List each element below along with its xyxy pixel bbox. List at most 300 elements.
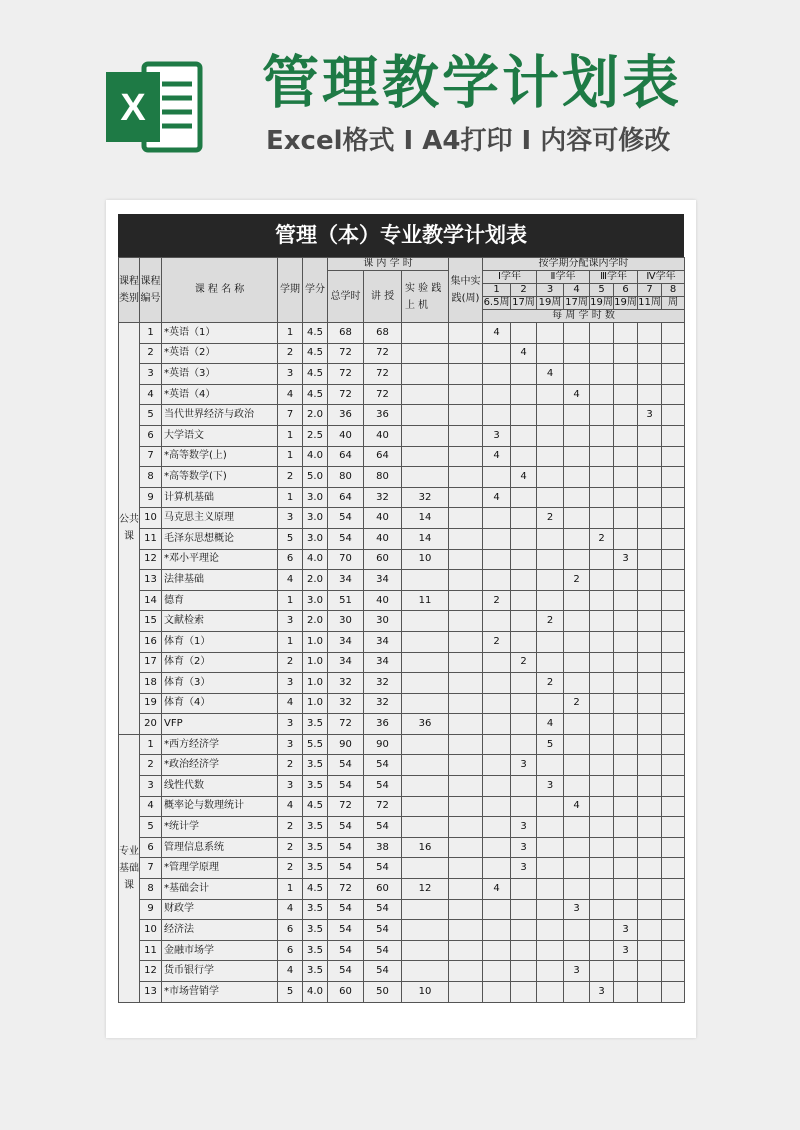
course-code-cell: 5 — [140, 405, 162, 426]
table-row — [119, 858, 685, 879]
weekly-hours-cell — [638, 508, 662, 529]
weekly-hours-cell — [614, 693, 638, 714]
weekly-hours-cell — [614, 528, 638, 549]
weekly-hours-cell — [662, 487, 685, 508]
course-code-cell: 10 — [140, 508, 162, 529]
weekly-hours-cell — [662, 467, 685, 488]
weekly-hours-cell — [638, 652, 662, 673]
weekly-hours-cell — [564, 508, 590, 529]
term-cell: 3 — [278, 673, 303, 694]
weekly-hours-cell — [662, 837, 685, 858]
weekly-hours-cell — [638, 343, 662, 364]
total-hours-cell: 34 — [328, 570, 364, 591]
course-code-cell: 8 — [140, 879, 162, 900]
header-distribution: 按学期分配课内学时 — [483, 258, 685, 271]
weekly-hours-cell — [614, 570, 638, 591]
weekly-hours-cell — [638, 837, 662, 858]
weekly-hours-cell — [638, 796, 662, 817]
table-row — [119, 776, 685, 797]
course-code-cell: 13 — [140, 570, 162, 591]
term-cell: 1 — [278, 879, 303, 900]
weekly-hours-cell — [614, 961, 638, 982]
weekly-hours-cell — [590, 590, 614, 611]
weekly-hours-cell — [614, 343, 638, 364]
weekly-hours-cell — [638, 940, 662, 961]
weekly-hours-cell — [662, 776, 685, 797]
weekly-hours-cell — [662, 817, 685, 838]
weekly-hours-cell — [638, 673, 662, 694]
course-code-cell: 10 — [140, 920, 162, 941]
lecture-hours-cell: 54 — [364, 961, 402, 982]
term-cell: 1 — [278, 446, 303, 467]
lecture-hours-cell: 40 — [364, 528, 402, 549]
weekly-hours-cell — [590, 425, 614, 446]
weekly-hours-cell — [537, 920, 564, 941]
table-row — [119, 879, 685, 900]
weekly-hours-cell: 4 — [564, 384, 590, 405]
credit-cell: 3.0 — [303, 508, 328, 529]
lab-hours-cell — [402, 673, 449, 694]
weekly-hours-cell — [590, 879, 614, 900]
weekly-hours-cell — [590, 611, 614, 632]
weekly-hours-cell — [638, 467, 662, 488]
lab-hours-cell: 10 — [402, 549, 449, 570]
course-name-cell: *英语（4） — [162, 384, 278, 405]
weekly-hours-cell — [638, 528, 662, 549]
practice-weeks-cell — [449, 982, 483, 1003]
course-code-cell: 11 — [140, 528, 162, 549]
weekly-hours-cell — [511, 776, 537, 797]
weekly-hours-cell: 4 — [537, 364, 564, 385]
term-cell: 1 — [278, 590, 303, 611]
header-name: 课 程 名 称 — [162, 258, 278, 323]
course-name-cell: 计算机基础 — [162, 487, 278, 508]
practice-weeks-cell — [449, 879, 483, 900]
credit-cell: 1.0 — [303, 652, 328, 673]
weekly-hours-cell — [511, 549, 537, 570]
weekly-hours-cell — [638, 611, 662, 632]
practice-weeks-cell — [449, 920, 483, 941]
header-weeks: 17周 — [512, 297, 535, 308]
lab-hours-cell — [402, 961, 449, 982]
weekly-hours-cell: 4 — [483, 323, 511, 344]
weekly-hours-cell — [483, 755, 511, 776]
lecture-hours-cell: 64 — [364, 446, 402, 467]
term-cell: 1 — [278, 631, 303, 652]
weekly-hours-cell — [662, 323, 685, 344]
practice-weeks-cell — [449, 817, 483, 838]
weekly-hours-cell — [662, 673, 685, 694]
header-weeks: 11周 — [638, 297, 661, 308]
table-row — [119, 899, 685, 920]
weekly-hours-cell — [662, 405, 685, 426]
weekly-hours-cell — [614, 817, 638, 838]
course-code-cell: 12 — [140, 961, 162, 982]
weekly-hours-cell — [662, 899, 685, 920]
total-hours-cell: 70 — [328, 549, 364, 570]
table-row — [119, 982, 685, 1003]
lecture-hours-cell: 34 — [364, 652, 402, 673]
weekly-hours-cell — [638, 982, 662, 1003]
weekly-hours-cell: 2 — [483, 631, 511, 652]
practice-weeks-cell — [449, 425, 483, 446]
weekly-hours-cell — [638, 631, 662, 652]
course-code-cell: 4 — [140, 384, 162, 405]
weekly-hours-cell — [638, 879, 662, 900]
header-weekly-hours: 每 周 学 时 数 — [483, 310, 685, 323]
weekly-hours-cell — [511, 796, 537, 817]
header-year-4: Ⅳ学年 — [638, 271, 685, 284]
term-cell: 6 — [278, 920, 303, 941]
term-cell: 2 — [278, 755, 303, 776]
weekly-hours-cell — [638, 899, 662, 920]
weekly-hours-cell — [564, 940, 590, 961]
course-code-cell: 6 — [140, 837, 162, 858]
lecture-hours-cell: 38 — [364, 837, 402, 858]
course-name-cell: VFP — [162, 714, 278, 735]
term-cell: 2 — [278, 817, 303, 838]
course-name-cell: 德育 — [162, 590, 278, 611]
total-hours-cell: 80 — [328, 467, 364, 488]
weekly-hours-cell — [638, 714, 662, 735]
table-row — [119, 796, 685, 817]
lab-hours-cell: 14 — [402, 508, 449, 529]
weekly-hours-cell — [614, 611, 638, 632]
course-code-cell: 19 — [140, 693, 162, 714]
term-cell: 3 — [278, 714, 303, 735]
weekly-hours-cell — [590, 487, 614, 508]
practice-weeks-cell — [449, 528, 483, 549]
weekly-hours-cell — [614, 631, 638, 652]
weekly-hours-cell — [614, 858, 638, 879]
weekly-hours-cell — [614, 590, 638, 611]
weekly-hours-cell — [537, 467, 564, 488]
lecture-hours-cell: 68 — [364, 323, 402, 344]
weekly-hours-cell — [511, 528, 537, 549]
table-row — [119, 570, 685, 591]
weekly-hours-cell — [483, 549, 511, 570]
weekly-hours-cell — [662, 734, 685, 755]
weekly-hours-cell — [590, 652, 614, 673]
header-year-3: Ⅲ学年 — [590, 271, 638, 284]
table-row — [119, 920, 685, 941]
weekly-hours-cell — [483, 982, 511, 1003]
lab-hours-cell: 12 — [402, 879, 449, 900]
weekly-hours-cell — [511, 920, 537, 941]
weekly-hours-cell — [564, 487, 590, 508]
weekly-hours-cell — [483, 673, 511, 694]
weekly-hours-cell — [537, 961, 564, 982]
weekly-hours-cell: 2 — [537, 611, 564, 632]
sheet-title: 管理（本）专业教学计划表 — [118, 214, 684, 257]
lecture-hours-cell: 80 — [364, 467, 402, 488]
lecture-hours-cell: 60 — [364, 879, 402, 900]
table-row — [119, 528, 685, 549]
credit-cell: 3.5 — [303, 837, 328, 858]
practice-weeks-cell — [449, 858, 483, 879]
header-hours-group: 课 内 学 时 — [328, 258, 449, 271]
weekly-hours-cell — [537, 549, 564, 570]
weekly-hours-cell — [537, 879, 564, 900]
course-code-cell: 2 — [140, 755, 162, 776]
table-row — [119, 837, 685, 858]
weekly-hours-cell — [483, 405, 511, 426]
course-code-cell: 3 — [140, 776, 162, 797]
weekly-hours-cell: 3 — [638, 405, 662, 426]
lecture-hours-cell: 40 — [364, 508, 402, 529]
table-row — [119, 714, 685, 735]
practice-weeks-cell — [449, 549, 483, 570]
practice-weeks-cell — [449, 961, 483, 982]
weekly-hours-cell — [662, 611, 685, 632]
weekly-hours-cell — [564, 467, 590, 488]
weekly-hours-cell — [590, 446, 614, 467]
term-cell: 2 — [278, 467, 303, 488]
course-name-cell: *统计学 — [162, 817, 278, 838]
header-term: 学期 — [278, 258, 303, 323]
practice-weeks-cell — [449, 673, 483, 694]
header-semester: 6 — [614, 284, 638, 297]
weekly-hours-cell — [511, 899, 537, 920]
course-name-cell: *邓小平理论 — [162, 549, 278, 570]
weekly-hours-cell: 3 — [564, 899, 590, 920]
lab-hours-cell — [402, 446, 449, 467]
lecture-hours-cell: 72 — [364, 384, 402, 405]
table-row — [119, 508, 685, 529]
lecture-hours-cell: 60 — [364, 549, 402, 570]
weekly-hours-cell — [590, 323, 614, 344]
weekly-hours-cell — [483, 364, 511, 385]
table-row — [119, 652, 685, 673]
term-cell: 3 — [278, 508, 303, 529]
weekly-hours-cell — [511, 940, 537, 961]
weekly-hours-cell — [590, 714, 614, 735]
lecture-hours-cell: 34 — [364, 631, 402, 652]
weekly-hours-cell — [537, 837, 564, 858]
header-semester: 5 — [590, 284, 614, 297]
course-code-cell: 9 — [140, 487, 162, 508]
practice-weeks-cell — [449, 570, 483, 591]
term-cell: 1 — [278, 425, 303, 446]
lab-hours-cell — [402, 343, 449, 364]
weekly-hours-cell — [662, 982, 685, 1003]
credit-cell: 5.0 — [303, 467, 328, 488]
weekly-hours-cell — [614, 776, 638, 797]
total-hours-cell: 32 — [328, 693, 364, 714]
course-code-cell: 15 — [140, 611, 162, 632]
course-name-cell: 体育（1） — [162, 631, 278, 652]
weekly-hours-cell — [511, 446, 537, 467]
lab-hours-cell — [402, 796, 449, 817]
total-hours-cell: 64 — [328, 446, 364, 467]
weekly-hours-cell — [638, 425, 662, 446]
weekly-hours-cell — [638, 487, 662, 508]
table-row — [119, 817, 685, 838]
weekly-hours-cell — [537, 693, 564, 714]
lecture-hours-cell: 34 — [364, 570, 402, 591]
weekly-hours-cell — [483, 776, 511, 797]
total-hours-cell: 72 — [328, 796, 364, 817]
lab-hours-cell: 36 — [402, 714, 449, 735]
header-weeks: 周 — [662, 297, 685, 310]
weekly-hours-cell — [564, 982, 590, 1003]
term-cell: 4 — [278, 570, 303, 591]
term-cell: 2 — [278, 837, 303, 858]
lab-hours-cell — [402, 734, 449, 755]
weekly-hours-cell: 4 — [483, 879, 511, 900]
header-practice: 集中实践(周) — [449, 258, 483, 323]
weekly-hours-cell — [590, 776, 614, 797]
lab-hours-cell — [402, 776, 449, 797]
total-hours-cell: 54 — [328, 817, 364, 838]
weekly-hours-cell — [590, 734, 614, 755]
weekly-hours-cell — [662, 446, 685, 467]
practice-weeks-cell — [449, 405, 483, 426]
total-hours-cell: 72 — [328, 879, 364, 900]
course-name-cell: *政治经济学 — [162, 755, 278, 776]
lab-hours-cell — [402, 631, 449, 652]
lecture-hours-cell: 54 — [364, 776, 402, 797]
weekly-hours-cell — [590, 467, 614, 488]
weekly-hours-cell — [564, 446, 590, 467]
table-row — [119, 467, 685, 488]
weekly-hours-cell: 3 — [511, 817, 537, 838]
weekly-hours-cell — [537, 384, 564, 405]
weekly-hours-cell — [662, 961, 685, 982]
weekly-hours-cell — [483, 714, 511, 735]
practice-weeks-cell — [449, 446, 483, 467]
total-hours-cell: 60 — [328, 982, 364, 1003]
lab-hours-cell — [402, 467, 449, 488]
weekly-hours-cell — [590, 364, 614, 385]
weekly-hours-cell — [537, 590, 564, 611]
lecture-hours-cell: 32 — [364, 673, 402, 694]
course-name-cell: *英语（1） — [162, 323, 278, 344]
credit-cell: 3.5 — [303, 817, 328, 838]
course-code-cell: 11 — [140, 940, 162, 961]
course-name-cell: *高等数学(下) — [162, 467, 278, 488]
weekly-hours-cell — [537, 755, 564, 776]
weekly-hours-cell — [483, 528, 511, 549]
course-code-cell: 16 — [140, 631, 162, 652]
lab-hours-cell — [402, 920, 449, 941]
total-hours-cell: 32 — [328, 673, 364, 694]
term-cell: 1 — [278, 323, 303, 344]
weekly-hours-cell — [564, 673, 590, 694]
weekly-hours-cell — [537, 940, 564, 961]
credit-cell: 4.0 — [303, 549, 328, 570]
weekly-hours-cell — [564, 343, 590, 364]
total-hours-cell: 64 — [328, 487, 364, 508]
term-cell: 5 — [278, 982, 303, 1003]
practice-weeks-cell — [449, 364, 483, 385]
weekly-hours-cell: 3 — [614, 940, 638, 961]
total-hours-cell: 72 — [328, 714, 364, 735]
total-hours-cell: 68 — [328, 323, 364, 344]
credit-cell: 4.5 — [303, 879, 328, 900]
credit-cell: 4.5 — [303, 343, 328, 364]
weekly-hours-cell — [614, 384, 638, 405]
weekly-hours-cell — [511, 323, 537, 344]
lecture-hours-cell: 72 — [364, 364, 402, 385]
credit-cell: 3.5 — [303, 899, 328, 920]
course-name-cell: 体育（4） — [162, 693, 278, 714]
course-name-cell: *西方经济学 — [162, 734, 278, 755]
credit-cell: 4.5 — [303, 323, 328, 344]
weekly-hours-cell — [483, 837, 511, 858]
weekly-hours-cell: 3 — [483, 425, 511, 446]
total-hours-cell: 36 — [328, 405, 364, 426]
table-row — [119, 734, 685, 755]
weekly-hours-cell — [564, 776, 590, 797]
course-name-cell: *基础会计 — [162, 879, 278, 900]
practice-weeks-cell — [449, 796, 483, 817]
weekly-hours-cell: 2 — [537, 508, 564, 529]
weekly-hours-cell — [590, 384, 614, 405]
table-row — [119, 611, 685, 632]
lab-hours-cell — [402, 323, 449, 344]
weekly-hours-cell — [511, 384, 537, 405]
course-code-cell: 17 — [140, 652, 162, 673]
weekly-hours-cell — [564, 405, 590, 426]
weekly-hours-cell — [614, 837, 638, 858]
weekly-hours-cell — [537, 631, 564, 652]
total-hours-cell: 54 — [328, 776, 364, 797]
weekly-hours-cell — [662, 508, 685, 529]
course-code-cell: 7 — [140, 446, 162, 467]
weekly-hours-cell — [511, 631, 537, 652]
header-total: 总学时 — [328, 271, 364, 323]
weekly-hours-cell — [614, 425, 638, 446]
weekly-hours-cell — [564, 837, 590, 858]
course-name-cell: 法律基础 — [162, 570, 278, 591]
table-row — [119, 673, 685, 694]
weekly-hours-cell: 5 — [537, 734, 564, 755]
weekly-hours-cell: 4 — [564, 796, 590, 817]
weekly-hours-cell — [537, 570, 564, 591]
lecture-hours-cell: 50 — [364, 982, 402, 1003]
term-cell: 2 — [278, 652, 303, 673]
term-cell: 4 — [278, 796, 303, 817]
weekly-hours-cell — [662, 425, 685, 446]
lecture-hours-cell: 54 — [364, 899, 402, 920]
lecture-hours-cell: 40 — [364, 425, 402, 446]
lab-hours-cell: 11 — [402, 590, 449, 611]
practice-weeks-cell — [449, 467, 483, 488]
lab-hours-cell — [402, 364, 449, 385]
course-code-cell: 5 — [140, 817, 162, 838]
header-lecture: 讲 授 — [364, 271, 402, 323]
header-category: 课程类别 — [119, 258, 140, 323]
weekly-hours-cell — [662, 940, 685, 961]
term-cell: 3 — [278, 364, 303, 385]
weekly-hours-cell — [483, 570, 511, 591]
category-cell: 公共课 — [119, 323, 140, 735]
table-row — [119, 693, 685, 714]
course-name-cell: 文献检索 — [162, 611, 278, 632]
term-cell: 2 — [278, 858, 303, 879]
total-hours-cell: 30 — [328, 611, 364, 632]
weekly-hours-cell — [564, 323, 590, 344]
weekly-hours-cell — [483, 920, 511, 941]
practice-weeks-cell — [449, 837, 483, 858]
weekly-hours-cell — [564, 920, 590, 941]
weekly-hours-cell — [614, 879, 638, 900]
term-cell: 5 — [278, 528, 303, 549]
credit-cell: 3.5 — [303, 714, 328, 735]
header-weeks: 17周 — [565, 297, 588, 308]
weekly-hours-cell — [564, 364, 590, 385]
